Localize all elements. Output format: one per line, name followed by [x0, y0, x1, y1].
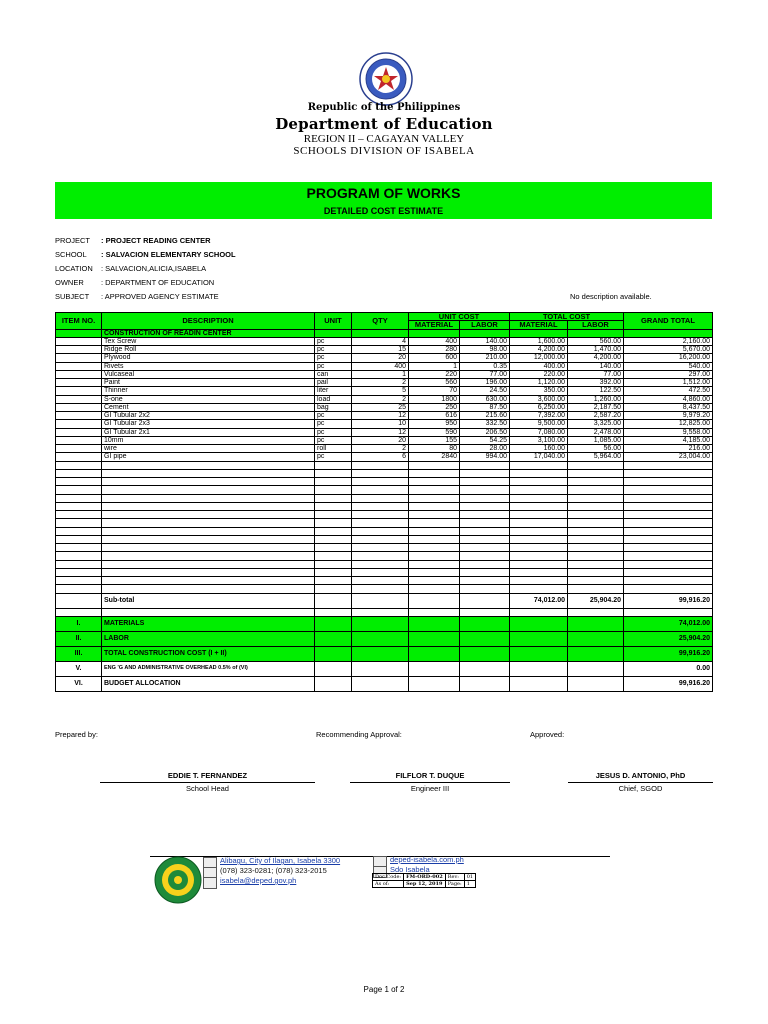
item-no-cell	[56, 428, 102, 436]
table-row	[56, 445, 713, 453]
description-cell: Ridge Roll	[102, 346, 315, 354]
empty-row	[56, 527, 713, 535]
empty-row	[56, 502, 713, 510]
footer-address: Alibagu, City of Ilagan, Isabela 3300	[220, 856, 341, 865]
description-cell: GI Tubular 2x3	[102, 420, 315, 428]
blank-rows	[56, 461, 713, 593]
qty-cell: 2	[352, 379, 409, 387]
empty-row	[56, 568, 713, 576]
col-header-item-no: ITEM NO.	[56, 313, 102, 330]
grand-total-cell: 472.50	[624, 387, 713, 395]
summary-number: III.	[56, 646, 102, 661]
unit-cell: pc	[315, 453, 352, 461]
unit-labor-cell: 28.00	[460, 445, 510, 453]
total-labor-cell: 3,325.00	[568, 420, 624, 428]
qty-cell: 20	[352, 436, 409, 444]
unit-cell: pc	[315, 420, 352, 428]
item-no-cell	[56, 420, 102, 428]
empty-row	[56, 535, 713, 543]
summary-value: 0.00	[624, 661, 713, 676]
description-cell: Cement	[102, 403, 315, 411]
total-material-cell: 17,040.00	[510, 453, 568, 461]
subtotal-material: 74,012.00	[510, 593, 568, 608]
qty-cell: 20	[352, 354, 409, 362]
total-labor-cell: 5,964.00	[568, 453, 624, 461]
description-cell: GI Tubular 2x1	[102, 428, 315, 436]
grand-total-cell: 16,200.00	[624, 354, 713, 362]
description-cell: wire	[102, 445, 315, 453]
grand-total-cell: 5,670.00	[624, 346, 713, 354]
grand-total-cell: 4,860.00	[624, 395, 713, 403]
qty-cell: 25	[352, 403, 409, 411]
unit-labor-cell: 24.50	[460, 387, 510, 395]
empty-row	[56, 519, 713, 527]
empty-row	[56, 478, 713, 486]
summary-label: TOTAL CONSTRUCTION COST (I + II)	[102, 646, 315, 661]
item-no-cell	[56, 354, 102, 362]
unit-cell: pc	[315, 337, 352, 345]
item-no-cell	[56, 436, 102, 444]
item-no-cell	[56, 403, 102, 411]
item-no-cell	[56, 445, 102, 453]
approved-label: Approved:	[530, 730, 565, 739]
summary-label: BUDGET ALLOCATION	[102, 676, 315, 691]
unit-labor-cell: 215.60	[460, 412, 510, 420]
total-labor-cell: 2,187.50	[568, 403, 624, 411]
unit-labor-cell: 994.00	[460, 453, 510, 461]
summary-value: 25,904.20	[624, 631, 713, 646]
total-labor-cell: 1,470.00	[568, 346, 624, 354]
description-cell: Paint	[102, 379, 315, 387]
description-cell: 10mm	[102, 436, 315, 444]
col-header-unit-cost: UNIT COST	[409, 313, 510, 321]
item-no-cell	[56, 412, 102, 420]
grand-total-cell: 23,004.00	[624, 453, 713, 461]
table-row	[56, 403, 713, 411]
unit-material-cell: 70	[409, 387, 460, 395]
summary-row	[56, 646, 713, 661]
unit-material-cell: 220	[409, 370, 460, 378]
total-material-cell: 7,392.00	[510, 412, 568, 420]
unit-material-cell: 155	[409, 436, 460, 444]
summary-number: VI.	[56, 676, 102, 691]
unit-cell: bag	[315, 403, 352, 411]
empty-row	[56, 577, 713, 585]
total-material-cell: 400.00	[510, 362, 568, 370]
empty-row	[56, 486, 713, 494]
summary-label: LABOR	[102, 631, 315, 646]
unit-material-cell: 250	[409, 403, 460, 411]
total-labor-cell: 4,200.00	[568, 354, 624, 362]
table-row	[56, 379, 713, 387]
total-material-cell: 220.00	[510, 370, 568, 378]
qty-cell: 6	[352, 453, 409, 461]
info-label: OWNER	[55, 278, 84, 287]
as-of-value: Sep 12, 2019	[404, 881, 446, 888]
prepared-title: School Head	[186, 784, 229, 793]
info-label: SCHOOL	[55, 250, 87, 259]
col-header-unit: UNIT	[315, 313, 352, 330]
unit-material-cell: 400	[409, 337, 460, 345]
footer-phone: (078) 323-0281; (078) 323-2015	[220, 866, 327, 875]
approved-name: JESUS D. ANTONIO, PhD	[595, 771, 686, 780]
info-label: LOCATION	[55, 264, 93, 273]
grand-total-cell: 12,825.00	[624, 420, 713, 428]
col-header-unit-material: MATERIAL	[409, 321, 460, 329]
qty-cell: 15	[352, 346, 409, 354]
section-title: CONSTRUCTION OF READIN CENTER	[102, 329, 315, 337]
footer-email[interactable]: isabela@deped.gov.ph	[220, 876, 297, 885]
col-header-total-cost: TOTAL COST	[510, 313, 624, 321]
qty-cell: 12	[352, 428, 409, 436]
school-value: : SALVACION ELEMENTARY SCHOOL	[101, 250, 236, 259]
item-no-cell	[56, 362, 102, 370]
division-heading: SCHOOLS DIVISION OF ISABELA	[293, 145, 475, 157]
unit-labor-cell: 77.00	[460, 370, 510, 378]
qty-cell: 2	[352, 445, 409, 453]
unit-material-cell: 590	[409, 428, 460, 436]
table-row	[56, 395, 713, 403]
region-heading: REGION II – CAGAYAN VALLEY	[303, 133, 465, 145]
unit-labor-cell: 140.00	[460, 337, 510, 345]
col-header-grand-total: GRAND TOTAL	[624, 313, 713, 330]
col-header-total-labor: LABOR	[568, 321, 624, 329]
total-material-cell: 3,600.00	[510, 395, 568, 403]
grand-total-cell: 4,185.00	[624, 436, 713, 444]
summary-value: 99,916.20	[624, 676, 713, 691]
total-labor-cell: 1,085.00	[568, 436, 624, 444]
division-seal-logo	[148, 855, 208, 905]
description-cell: GI pipe	[102, 453, 315, 461]
qty-cell: 10	[352, 420, 409, 428]
grand-total-cell: 8,437.50	[624, 403, 713, 411]
signature-line	[100, 782, 315, 783]
unit-material-cell: 1	[409, 362, 460, 370]
doc-code-label: Doc Code:	[373, 874, 404, 881]
unit-material-cell: 80	[409, 445, 460, 453]
unit-material-cell: 2840	[409, 453, 460, 461]
prepared-name: EDDIE T. FERNANDEZ	[167, 771, 248, 780]
unit-labor-cell: 98.00	[460, 346, 510, 354]
unit-cell: pc	[315, 428, 352, 436]
total-material-cell: 1,120.00	[510, 379, 568, 387]
table-row	[56, 346, 713, 354]
item-no-cell	[56, 379, 102, 387]
subtotal-label: Sub-total	[102, 593, 315, 608]
description-cell: Rivets	[102, 362, 315, 370]
page-number: Page 1 of 2	[363, 985, 405, 994]
total-material-cell: 9,500.00	[510, 420, 568, 428]
deped-seal-logo	[359, 52, 413, 106]
empty-row	[56, 544, 713, 552]
summary-number: I.	[56, 616, 102, 631]
document-control-table	[372, 873, 476, 888]
grand-total-cell: 297.00	[624, 370, 713, 378]
email-icon	[203, 877, 217, 889]
recommending-approval-label: Recommending Approval:	[316, 730, 402, 739]
description-cell: Thinner	[102, 387, 315, 395]
item-no-cell	[56, 453, 102, 461]
empty-row	[56, 469, 713, 477]
total-labor-cell: 392.00	[568, 379, 624, 387]
table-row	[56, 453, 713, 461]
total-labor-cell: 560.00	[568, 337, 624, 345]
summary-row	[56, 616, 713, 631]
description-cell: S-one	[102, 395, 315, 403]
unit-labor-cell: 210.00	[460, 354, 510, 362]
description-cell: Plywood	[102, 354, 315, 362]
info-label: PROJECT	[55, 236, 91, 245]
grand-total-cell: 216.00	[624, 445, 713, 453]
unit-cell: load	[315, 395, 352, 403]
footer-facebook[interactable]: Sdo Isabela	[390, 865, 430, 874]
unit-cell: pc	[315, 346, 352, 354]
as-of-label: As of:	[373, 881, 404, 888]
item-no-cell	[56, 387, 102, 395]
qty-cell: 400	[352, 362, 409, 370]
summary-value: 99,916.20	[624, 646, 713, 661]
unit-cell: pc	[315, 354, 352, 362]
col-header-description: DESCRIPTION	[102, 313, 315, 330]
total-material-cell: 4,200.00	[510, 346, 568, 354]
unit-cell: pc	[315, 362, 352, 370]
republic-heading: Republic of the Philippines	[307, 102, 461, 113]
grand-total-cell: 9,979.20	[624, 412, 713, 420]
total-material-cell: 3,100.00	[510, 436, 568, 444]
table-row	[56, 412, 713, 420]
table-row	[56, 420, 713, 428]
qty-cell: 1	[352, 370, 409, 378]
total-labor-cell: 2,587.20	[568, 412, 624, 420]
empty-row	[56, 511, 713, 519]
table-row	[56, 428, 713, 436]
total-labor-cell: 2,478.00	[568, 428, 624, 436]
summary-number: II.	[56, 631, 102, 646]
recommending-name: FILFLOR T. DUQUE	[395, 771, 465, 780]
summary-label: ENG 'G AND ADMINISTRATIVE OVERHEAD 0.5% of (VI)	[102, 661, 315, 676]
col-header-total-material: MATERIAL	[510, 321, 568, 329]
description-cell: Vulcaseal	[102, 370, 315, 378]
unit-labor-cell: 630.00	[460, 395, 510, 403]
empty-row	[56, 552, 713, 560]
item-rows	[56, 337, 713, 461]
total-material-cell: 12,000.00	[510, 354, 568, 362]
project-value: : PROJECT READING CENTER	[101, 236, 211, 245]
item-no-cell	[56, 370, 102, 378]
signature-line	[350, 782, 510, 783]
unit-cell: liter	[315, 387, 352, 395]
total-labor-cell: 1,260.00	[568, 395, 624, 403]
empty-row	[56, 461, 713, 469]
grand-total-cell: 1,512.00	[624, 379, 713, 387]
qty-cell: 5	[352, 387, 409, 395]
grand-total-cell: 9,558.00	[624, 428, 713, 436]
qty-cell: 12	[352, 412, 409, 420]
owner-value: : DEPARTMENT OF EDUCATION	[101, 278, 215, 287]
unit-cell: pail	[315, 379, 352, 387]
empty-row	[56, 494, 713, 502]
unit-labor-cell: 54.25	[460, 436, 510, 444]
total-material-cell: 1,600.00	[510, 337, 568, 345]
no-description-note: No description available.	[570, 292, 652, 301]
approved-title: Chief, SGOD	[618, 784, 663, 793]
unit-labor-cell: 0.35	[460, 362, 510, 370]
recommending-title: Engineer III	[410, 784, 450, 793]
page-title: PROGRAM OF WORKS	[306, 185, 461, 201]
cost-estimate-table	[55, 312, 713, 692]
subtotal-grand-total: 99,916.20	[624, 593, 713, 608]
summary-number: V.	[56, 661, 102, 676]
table-row	[56, 387, 713, 395]
rev-label: Rev:	[445, 874, 464, 881]
signature-line	[568, 782, 713, 783]
total-material-cell: 350.00	[510, 387, 568, 395]
page-label: Page:	[445, 881, 464, 888]
item-no-cell	[56, 337, 102, 345]
description-cell: Tex Screw	[102, 337, 315, 345]
location-value: : SALVACION,ALICIA,ISABELA	[101, 264, 207, 273]
unit-material-cell: 560	[409, 379, 460, 387]
table-row	[56, 354, 713, 362]
empty-row	[56, 585, 713, 593]
unit-material-cell: 600	[409, 354, 460, 362]
empty-row	[56, 560, 713, 568]
subject-value: : APPROVED AGENCY ESTIMATE	[101, 292, 219, 301]
unit-labor-cell: 206.50	[460, 428, 510, 436]
table-row	[56, 370, 713, 378]
summary-row	[56, 676, 713, 691]
table-row	[56, 436, 713, 444]
summary-row	[56, 631, 713, 646]
grand-total-cell: 540.00	[624, 362, 713, 370]
subtotal-labor: 25,904.20	[568, 593, 624, 608]
doc-code-value: FM-ORD-002	[404, 874, 446, 881]
total-material-cell: 7,080.00	[510, 428, 568, 436]
description-cell: GI Tubular 2x2	[102, 412, 315, 420]
department-heading: Department of Education	[275, 115, 493, 133]
unit-labor-cell: 87.50	[460, 403, 510, 411]
item-no-cell	[56, 395, 102, 403]
unit-labor-cell: 196.00	[460, 379, 510, 387]
rev-value: 01	[464, 874, 475, 881]
summary-rows	[56, 616, 713, 691]
unit-cell: pc	[315, 412, 352, 420]
table-row	[56, 337, 713, 345]
title-banner	[55, 182, 712, 219]
summary-label: MATERIALS	[102, 616, 315, 631]
prepared-by-label: Prepared by:	[55, 730, 98, 739]
info-label: SUBJECT	[55, 292, 90, 301]
unit-material-cell: 950	[409, 420, 460, 428]
total-material-cell: 160.00	[510, 445, 568, 453]
unit-labor-cell: 332.50	[460, 420, 510, 428]
footer-website[interactable]: deped-isabela.com.ph	[390, 855, 464, 864]
summary-value: 74,012.00	[624, 616, 713, 631]
summary-row	[56, 661, 713, 676]
total-labor-cell: 56.00	[568, 445, 624, 453]
table-row	[56, 362, 713, 370]
grand-total-cell: 2,160.00	[624, 337, 713, 345]
page-subtitle: DETAILED COST ESTIMATE	[323, 206, 444, 216]
total-material-cell: 6,250.00	[510, 403, 568, 411]
unit-material-cell: 616	[409, 412, 460, 420]
unit-cell: pc	[315, 436, 352, 444]
total-labor-cell: 140.00	[568, 362, 624, 370]
col-header-unit-labor: LABOR	[460, 321, 510, 329]
page-value: 1	[464, 881, 475, 888]
item-no-cell	[56, 346, 102, 354]
total-labor-cell: 122.50	[568, 387, 624, 395]
qty-cell: 2	[352, 395, 409, 403]
col-header-qty: QTY	[352, 313, 409, 330]
unit-material-cell: 1800	[409, 395, 460, 403]
total-labor-cell: 77.00	[568, 370, 624, 378]
unit-cell: can	[315, 370, 352, 378]
unit-cell: roll	[315, 445, 352, 453]
qty-cell: 4	[352, 337, 409, 345]
unit-material-cell: 280	[409, 346, 460, 354]
